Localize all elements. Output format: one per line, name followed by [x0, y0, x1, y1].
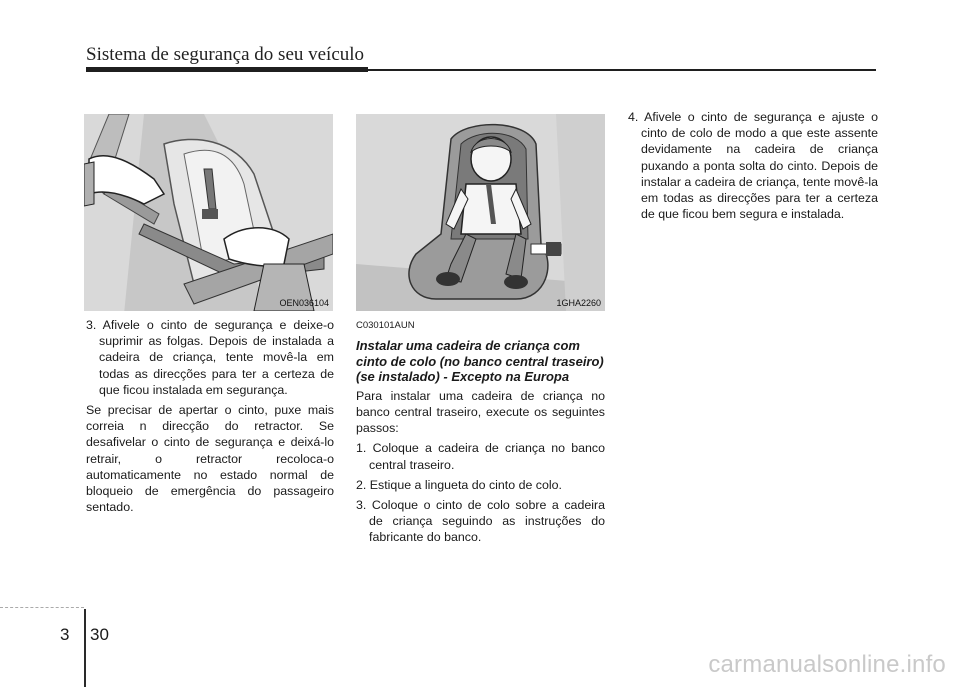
- seatbelt-buckling-illustration: [84, 114, 333, 311]
- figure-seatbelt-buckling: [84, 114, 333, 311]
- text-column-2: [356, 318, 605, 546]
- footer-dashes: [0, 607, 84, 608]
- section-subheading: Instalar uma cadeira de criança com cinto de colo (no banco central traseiro) (se instalado) - Excepto na Europa: [356, 338, 604, 385]
- watermark: carmanualsonline.info: [708, 651, 946, 678]
- text-column-3: [628, 109, 878, 222]
- footer-rule: [84, 609, 86, 687]
- section-reference: C030101AUN: [356, 320, 415, 331]
- page-number: 30: [90, 625, 109, 644]
- step-3: 3. Afivele o cinto de segurança e deixe-o suprimir as folgas. Depois de instalada a cadeira de criança, tente movê-la em todas as direcções para ter a certeza de que ficou instalada em segurança.: [86, 318, 334, 397]
- header-rule-thin: [368, 69, 876, 71]
- chapter-number: 3: [60, 625, 70, 644]
- page-header-title: Sistema de segurança do seu veículo: [86, 44, 365, 65]
- header-rule-thick: [86, 67, 368, 72]
- paragraph-retractor: Se precisar de apertar o cinto, puxe mais correia n direcção do retractor. Se desafivelar o cinto de segurança e deixá-lo retrair, o retractor recoloca-o automaticamente no estado normal de bloqueio de emergência do passageiro sentado.: [86, 403, 334, 515]
- step-4: 4. Afivele o cinto de segurança e ajuste o cinto de colo de modo a que este assente devidamente na cadeira de criança puxando a ponta solta do cinto. Depois de instalar a cadeira de criança, tente movê-la em todas as direcções para ter a certeza de que ficou bem segura e instalada.: [628, 110, 878, 222]
- figure-code: 1GHA2260: [556, 298, 601, 308]
- step-3: 3. Coloque o cinto de colo sobre a cadeira de criança seguindo as instruções do fabricante do banco.: [356, 497, 605, 545]
- figure-code: OEN036104: [279, 298, 329, 308]
- section-intro: Para instalar uma cadeira de criança no banco central traseiro, execute os seguintes passos:: [356, 388, 605, 436]
- child-seat-illustration: [356, 114, 605, 311]
- text-column-1: [86, 317, 334, 515]
- step-2: 2. Estique a lingueta do cinto de colo.: [356, 477, 562, 492]
- figure-child-in-seat: [356, 114, 605, 311]
- step-1: 1. Coloque a cadeira de criança no banco central traseiro.: [356, 441, 605, 472]
